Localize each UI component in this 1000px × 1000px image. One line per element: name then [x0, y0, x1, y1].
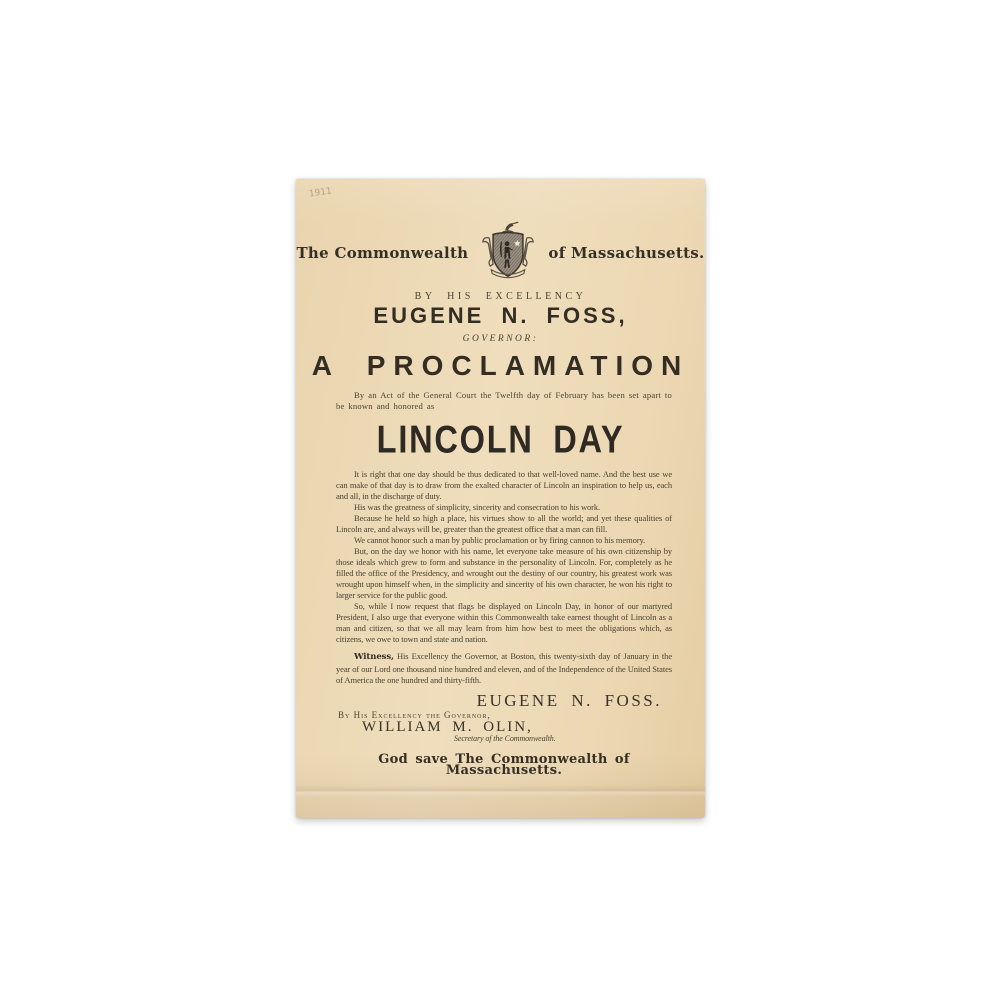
- proclamation-body: [336, 469, 672, 776]
- masthead: [296, 219, 705, 287]
- witness-clause: [336, 651, 672, 687]
- massachusetts-seal-icon: [480, 221, 536, 285]
- body-paragraph: Because he held so high a place, his virtues show to all the world; and yet these qualities of Lincoln are, and always will be, greater than the greatest office that a man can fill.: [336, 513, 672, 534]
- secretary-signature: WILLIAM M. OLIN,: [362, 718, 533, 735]
- lincoln-day-title: LINCOLN DAY: [376, 417, 625, 462]
- secretary-title: Secretary of the Commonwealth.: [454, 733, 556, 743]
- pencil-annotation: 1911: [308, 186, 333, 200]
- by-his-excellency-line: BY HIS EXCELLENCY: [414, 291, 587, 302]
- body-paragraph: It is right that one day should be thus dedicated to that well-loved name. And the best use we can make of that day is to draw from the exalted character of Lincoln an inspiration to help us, each and all, in the discharge of duty.: [336, 469, 672, 501]
- attestation-line: By His Excellency the Governor,: [338, 709, 491, 720]
- masthead-left-text: The Commonwealth: [296, 244, 469, 262]
- masthead-right-text: of Massachusetts.: [548, 244, 705, 262]
- proclamation-document: [296, 179, 705, 818]
- proclamation-heading: A PROCLAMATION: [311, 350, 690, 381]
- body-paragraph: So, while I now request that flags be displayed on Lincoln Day, in honor of our martyred President, I also urge that everyone within this Commonwealth take earnest thought of Lincoln as a man and citizen, so that we all may learn from him how best to meet the obligations which, as citizens, we owe to town and state and nation.: [336, 601, 672, 644]
- body-paragraph: But, on the day we honor with his name, let everyone take measure of his own citizenship by those ideals which grew to form and substance in the personality of Lincoln. For, completely as he filled the office of the Presidency, and wrought out the destiny of our country, his greatest work was wrought upon himself when, in the simplicity and sincerity of his own character, he won his right to larger service for the public good.: [336, 546, 672, 600]
- god-save-line: God save The Commonwealth of Massachusetts.: [378, 751, 630, 778]
- governor-title: GOVERNOR:: [462, 334, 539, 344]
- governor-signature: EUGENE N. FOSS.: [476, 690, 662, 710]
- witness-text: His Excellency the Governor, at Boston, this twenty-sixth day of January in the year of our Lord one thousand nine hundred and eleven, and of the Independence of the United States of America the one hundred and thirty-fifth.: [336, 651, 672, 686]
- governor-name-heading: EUGENE N. FOSS,: [373, 303, 628, 328]
- witness-word: Witness,: [354, 652, 394, 662]
- paper-crease: [296, 785, 705, 797]
- body-paragraph: We cannot honor such a man by public proclamation or by firing cannon to his memory.: [354, 535, 646, 545]
- body-paragraph: His was the greatness of simplicity, sincerity and consecration to his work.: [354, 502, 601, 512]
- proclamation-intro: By an Act of the General Court the Twelfth day of February has been set apart to be known and honored as: [336, 390, 672, 412]
